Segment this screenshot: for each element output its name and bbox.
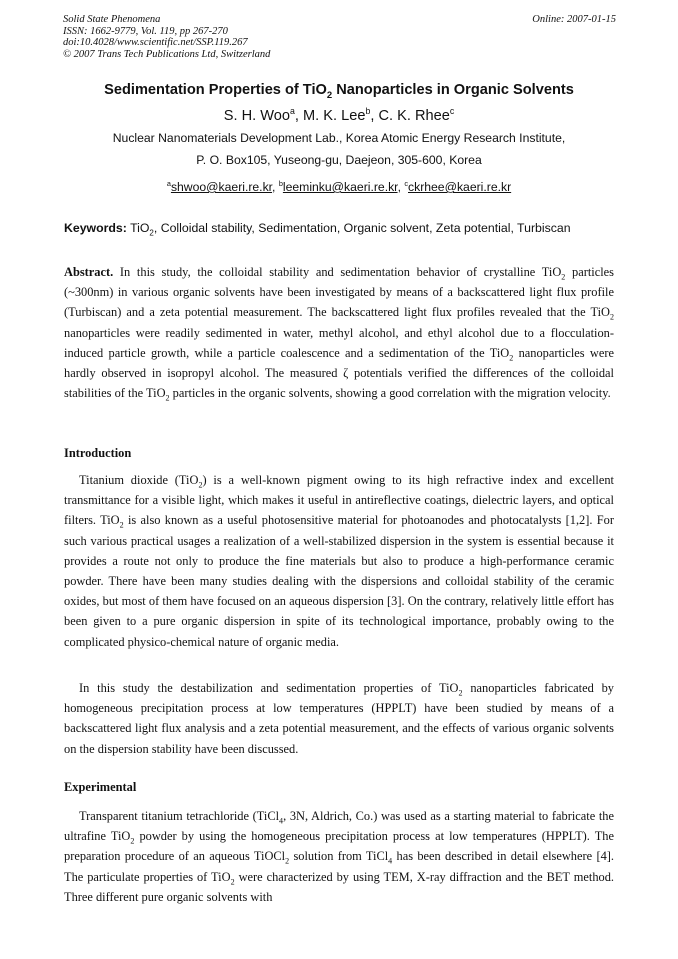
- keywords-text: TiO: [126, 221, 150, 235]
- email-link-lee[interactable]: leeminku@kaeri.re.kr: [282, 180, 398, 194]
- subscript: 2: [130, 836, 135, 846]
- email-separator: ,: [397, 180, 405, 194]
- body-text: powder by using the homogeneous precipitation process at low temperatures (HPPLT). The preparation procedure of an aqueous TiOCl: [64, 829, 614, 864]
- journal-doi: doi:10.4028/www.scientific.net/SSP.119.267: [63, 37, 248, 48]
- journal-name: Solid State Phenomena: [63, 14, 161, 25]
- affiliation-line-1: Nuclear Nanomaterials Development Lab., Korea Atomic Energy Research Institute,: [112, 131, 566, 145]
- experimental-paragraph-1: [64, 806, 614, 907]
- section-heading-experimental: Experimental: [64, 780, 137, 794]
- author-emails: [0, 180, 678, 194]
- journal-copyright: © 2007 Trans Tech Publications Ltd, Switzerland: [63, 48, 271, 60]
- body-text: , 3N, Aldrich, Co.) was used as a starting material to fabricate the ultrafine TiO: [64, 809, 615, 844]
- body-text: is also known as a useful photosensitive material for photoanodes and photocatalysts [1,2]. For such various practical usages a realization of a well-stabilized dispersion in the system is essential because it provides a route not only to produce the fine materials but also to produce a high-performance ceramic powder. There have been many studies dealing with the dispersions and colloidal stability of the ceramic oxides, but most of them have focused on an aqueous dispersion [3]. On the contrary, relatively little effort has been given to a pure organic dispersion in spite of its technological importance, probably owing to the complicated physico-chemical nature of organic media.: [64, 513, 614, 649]
- journal-issn: ISSN: 1662-9779, Vol. 119, pp 267-270: [63, 25, 228, 37]
- subscript: 2: [458, 688, 463, 698]
- email-link-woo[interactable]: shwoo@kaeri.re.kr: [170, 180, 273, 194]
- subscript: 2: [561, 272, 566, 282]
- subscript: 2: [509, 353, 514, 363]
- author-lee-mark: b: [365, 106, 371, 117]
- author-list: [0, 108, 678, 124]
- body-text: solution from TiCl: [289, 849, 389, 864]
- keywords-label: Keywords:: [64, 221, 127, 235]
- subscript: 2: [165, 393, 170, 403]
- title-text-end: Nanoparticles in Organic Solvents: [332, 82, 574, 98]
- paper-title: [0, 82, 678, 101]
- journal-header: [63, 14, 270, 60]
- subscript: 2: [609, 312, 614, 322]
- body-text: Titanium dioxide (TiO: [79, 473, 199, 487]
- body-text: In this study the destabilization and sedimentation properties of TiO: [79, 681, 459, 695]
- title-subscript: 2: [326, 89, 333, 101]
- author-woo: S. H. Woo: [223, 108, 291, 124]
- subscript: 2: [198, 480, 203, 490]
- introduction-paragraph-2: [64, 678, 614, 759]
- subscript: 2: [285, 856, 290, 866]
- email-mark: c: [404, 178, 408, 188]
- author-rhee: C. K. Rhee: [378, 108, 450, 124]
- subscript: 2: [119, 520, 124, 530]
- introduction-paragraph-1: [64, 470, 614, 652]
- email-link-rhee[interactable]: ckrhee@kaeri.re.kr: [408, 180, 512, 194]
- affiliation-line-2: P. O. Box105, Yuseong-gu, Daejeon, 305-600, Korea: [196, 153, 482, 167]
- body-text: nanoparticles fabricated by homogeneous precipitation process at low temperatures (HPPLT) have been studied by means of a backscattered light flux analysis and a zeta potential measurement, and the effects of various organic solvents on the dispersion stability have been discussed.: [64, 681, 614, 756]
- abstract-label: Abstract.: [64, 265, 114, 279]
- abstract: [64, 262, 614, 403]
- body-text: were characterized by using TEM, X-ray diffraction and the BET method. Three different pure organic solvents with: [64, 869, 615, 904]
- keywords-subscript: 2: [149, 228, 154, 238]
- email-mark: b: [278, 178, 283, 188]
- author-woo-mark: a: [290, 106, 295, 117]
- abstract-text: nanoparticles were readily sedimented in water, methyl alcohol, and ethyl alcohol due to a flocculation-induced particle growth, while a particle coalescence and a sedimentation of the TiO: [64, 325, 614, 360]
- body-text: Transparent titanium tetrachloride (TiCl: [79, 809, 280, 823]
- keywords: [64, 221, 624, 238]
- email-mark: a: [166, 178, 171, 188]
- body-text: ) is a well-known pigment owing to its high refractive index and excellent transmittance for a visible light, which makes it useful in antireflective coatings, dielectric layers, and optical filters. TiO: [64, 473, 614, 528]
- author-lee: M. K. Lee: [303, 108, 366, 124]
- abstract-text: nanoparticles were hardly observed in isopropyl alcohol. The measured ζ potentials verified the differences of the colloidal stabilities of the TiO: [64, 345, 615, 401]
- section-heading-introduction: Introduction: [64, 446, 132, 460]
- title-text: Sedimentation Properties of TiO: [104, 82, 327, 98]
- abstract-text: In this study, the colloidal stability and sedimentation behavior of crystalline TiO: [113, 265, 562, 279]
- author-rhee-mark: c: [449, 106, 455, 117]
- subscript: 4: [279, 816, 284, 826]
- subscript: 4: [388, 856, 393, 866]
- email-separator: ,: [272, 180, 279, 194]
- keywords-text: , Colloidal stability, Sedimentation, Organic solvent, Zeta potential, Turbiscan: [153, 221, 571, 235]
- online-date: Online: 2007-01-15: [532, 14, 616, 25]
- author-separator: ,: [370, 108, 379, 124]
- subscript: 2: [230, 877, 235, 887]
- body-text: has been described in detail elsewhere [4]. The particulate properties of TiO: [64, 849, 614, 884]
- author-separator: ,: [294, 108, 303, 124]
- abstract-text: particles (~300nm) in various organic solvents have been investigated by means of a backscattered light flux profile (Turbiscan) and a zeta potential measurement. The backscattered light flux profiles revealed that the TiO: [64, 265, 614, 320]
- abstract-text: particles in the organic solvents, showing a good correlation with the migration velocity.: [169, 386, 611, 401]
